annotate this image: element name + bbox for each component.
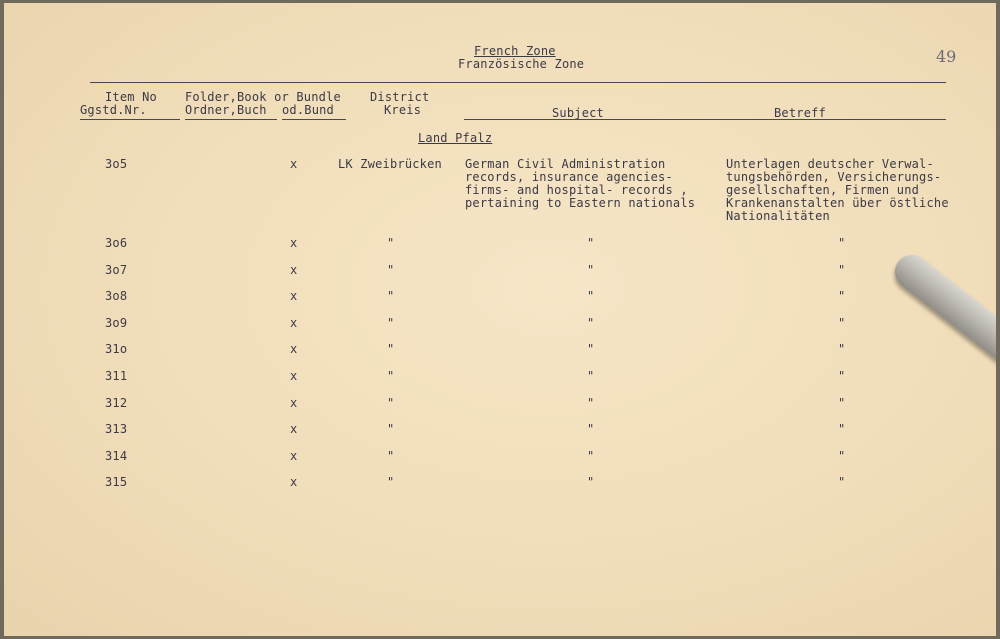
betreff-ditto: " [838,475,846,489]
subject-ditto: " [587,316,595,330]
folder-mark: x [290,422,298,436]
item-number: 3o7 [105,263,128,277]
subject-ditto: " [587,369,595,383]
district-ditto: " [387,475,395,489]
district-ditto: " [387,289,395,303]
item-number: 31o [105,342,128,356]
col-header-rule-bund [282,119,346,120]
subject-ditto: " [587,263,595,277]
col-header-folder-de2: od.Bund [282,103,334,117]
folder-mark: x [290,157,298,171]
betreff-ditto: " [838,449,846,463]
col-header-item-de: Ggstd.Nr. [80,103,147,117]
betreff-ditto: " [838,369,846,383]
district-ditto: " [387,316,395,330]
district-ditto: " [387,236,395,250]
district-ditto: " [387,396,395,410]
col-header-rule-item [80,119,180,120]
col-header-item-en: Item No [105,90,157,104]
subject-ditto: " [587,475,595,489]
district-ditto: " [387,422,395,436]
page-number: 49 [936,47,957,66]
betreff-ditto: " [838,263,846,277]
col-header-subject: Subject [552,106,604,120]
col-header-folder-en: Folder,Book or Bundle [185,90,341,104]
header-top-rule [90,82,946,83]
folder-mark: x [290,289,298,303]
betreff-ditto: " [838,396,846,410]
col-header-rule-folder [185,119,277,120]
document-page [4,3,996,636]
binder-clip [888,248,996,373]
col-header-district-de: Kreis [384,103,422,117]
district-ditto: " [387,449,395,463]
folder-mark: x [290,369,298,383]
folder-mark: x [290,316,298,330]
betreff-ditto: " [838,316,846,330]
district-ditto: " [387,369,395,383]
district-ditto: " [387,342,395,356]
folder-mark: x [290,263,298,277]
col-header-folder-de1: Ordner,Buch [185,103,267,117]
subject-ditto: " [587,289,595,303]
betreff-ditto: " [838,422,846,436]
betreff-cell: Unterlagen deutscher Verwal- tungsbehörden, Versicherungs- gesellschaften, Firmen und Krankenanstalten über östliche Nationalitäten [726,157,949,223]
item-number: 3o9 [105,316,128,330]
subject-ditto: " [587,236,595,250]
item-number: 3o6 [105,236,128,250]
subject-cell: German Civil Administration records, insurance agencies- firms- and hospital- records , pertaining to Eastern nationals [465,157,696,210]
item-number: 312 [105,396,128,410]
col-header-betreff: Betreff [774,106,826,120]
betreff-ditto: " [838,289,846,303]
item-number: 315 [105,475,128,489]
col-header-rule-subject [464,119,946,120]
item-number: 3o5 [105,157,128,171]
zone-title-german: Französische Zone [458,57,585,71]
subject-ditto: " [587,342,595,356]
folder-mark: x [290,342,298,356]
betreff-ditto: " [838,342,846,356]
col-header-district-en: District [370,90,430,104]
district-cell: LK Zweibrücken [338,157,442,171]
section-heading: Land Pfalz [418,131,493,145]
folder-mark: x [290,236,298,250]
subject-ditto: " [587,449,595,463]
item-number: 311 [105,369,128,383]
folder-mark: x [290,449,298,463]
betreff-ditto: " [838,236,846,250]
subject-ditto: " [587,396,595,410]
folder-mark: x [290,475,298,489]
item-number: 313 [105,422,128,436]
folder-mark: x [290,396,298,410]
district-ditto: " [387,263,395,277]
item-number: 314 [105,449,128,463]
item-number: 3o8 [105,289,128,303]
subject-ditto: " [587,422,595,436]
zone-title-english: French Zone [474,44,556,58]
